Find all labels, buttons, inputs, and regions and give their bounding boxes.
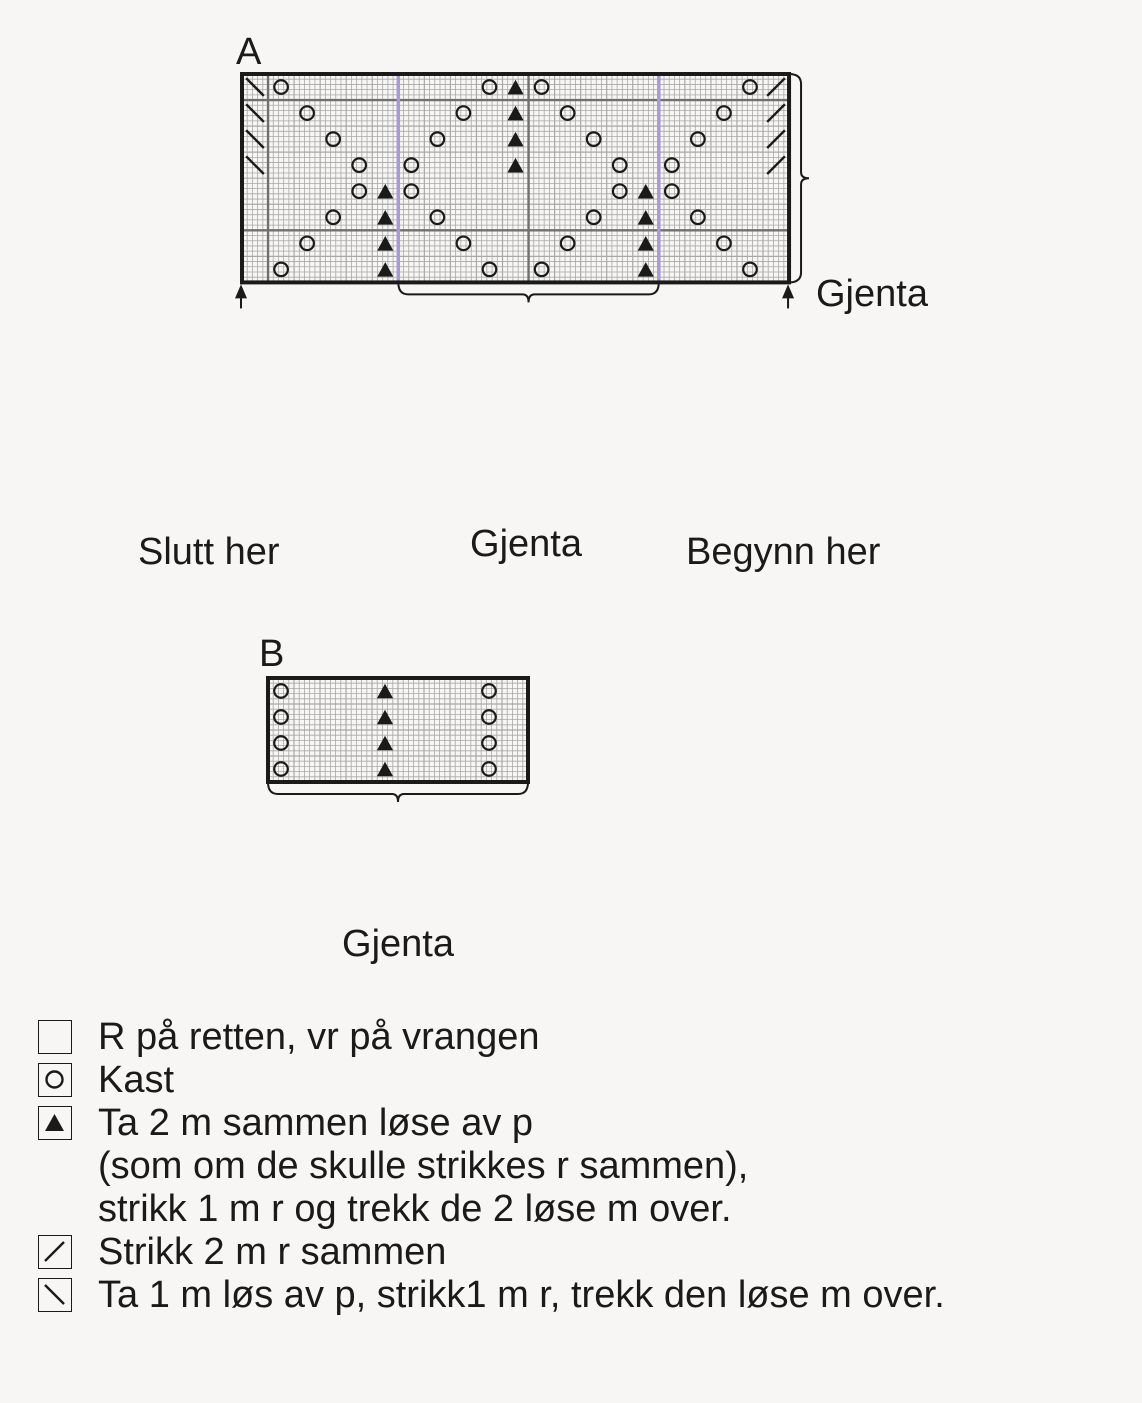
end-arrow-head	[235, 284, 247, 298]
legend-text: Ta 1 m løs av p, strikk1 m r, trekk den løse m over.	[98, 1274, 945, 1316]
chart-a-bottom-repeat-label: Gjenta	[470, 523, 582, 565]
chart-b-grid	[268, 678, 528, 802]
legend-text-continued: (som om de skulle strikkes r sammen),	[98, 1145, 749, 1187]
bottom-repeat-brace	[398, 282, 659, 302]
yarn-over-circle-icon	[38, 1063, 72, 1097]
chart-b-bottom-repeat-label: Gjenta	[342, 923, 454, 965]
chart-a-label: A	[236, 31, 262, 73]
triangle-icon	[38, 1106, 72, 1140]
right-repeat-brace	[789, 74, 809, 282]
chart-a-right-repeat-label: Gjenta	[816, 273, 928, 315]
legend-text: Ta 2 m sammen løse av p	[98, 1102, 534, 1144]
backslash-icon	[38, 1278, 72, 1312]
legend-text: Kast	[98, 1059, 175, 1101]
slash-icon	[38, 1235, 72, 1269]
legend-text: R på retten, vr på vrangen	[98, 1016, 540, 1058]
chart-b-repeat-brace	[268, 782, 528, 802]
legend-text: Strikk 2 m r sammen	[98, 1231, 447, 1273]
legend	[38, 1016, 1128, 1321]
legend-item	[38, 1274, 1128, 1321]
legend-text-continued: strikk 1 m r og trekk de 2 løse m over.	[98, 1188, 732, 1230]
end-here-label: Slutt her	[138, 531, 280, 573]
chart-a-grid	[235, 74, 809, 308]
blank-square-icon	[38, 1020, 72, 1054]
legend-item	[38, 1016, 1128, 1063]
start-here-label: Begynn her	[686, 531, 881, 573]
start-arrow-head	[782, 284, 794, 298]
chart-b-label: B	[259, 633, 285, 675]
